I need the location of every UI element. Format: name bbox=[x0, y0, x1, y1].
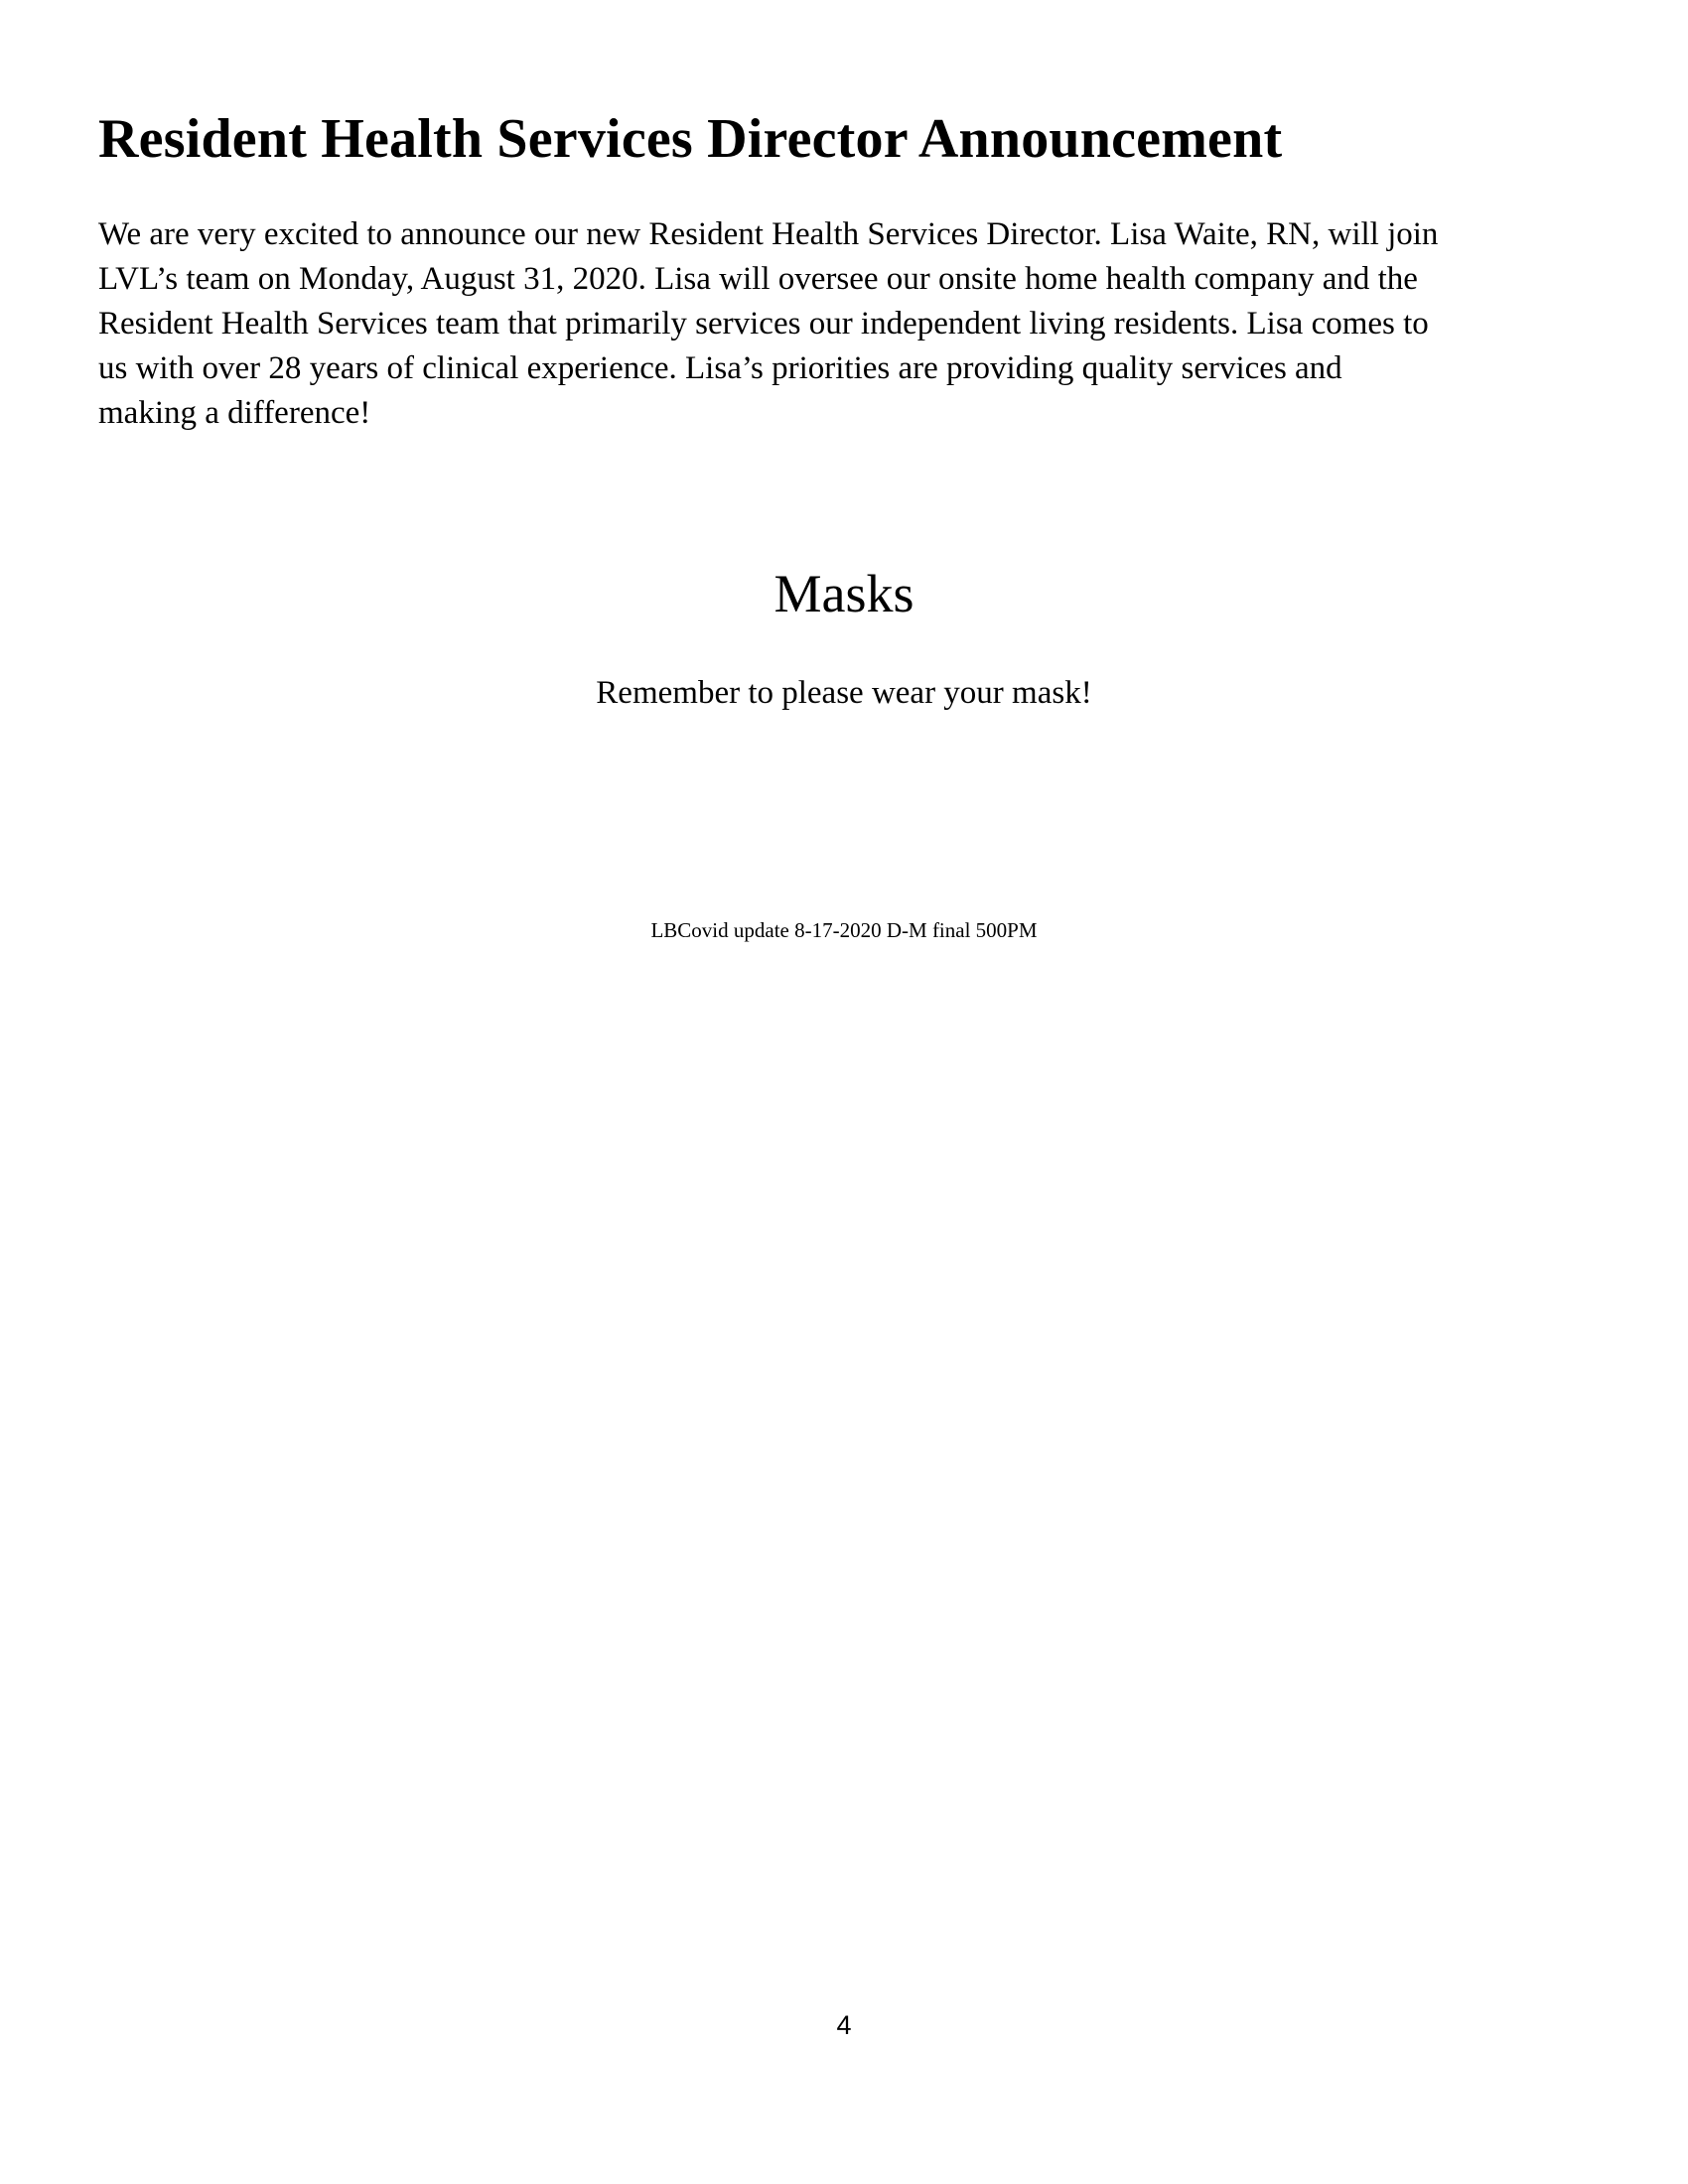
announcement-line: us with over 28 years of clinical experience. Lisa’s priorities are providing quality services and bbox=[98, 350, 1342, 386]
mask-reminder-text: Remember to please wear your mask! bbox=[596, 675, 1092, 711]
announcement-line: LVL’s team on Monday, August 31, 2020. Lisa will oversee our onsite home health company and the bbox=[98, 261, 1418, 297]
page-number: 4 bbox=[836, 2010, 852, 2040]
announcement-line: Resident Health Services team that primarily services our independent living residents. Lisa comes to bbox=[98, 306, 1429, 341]
announcement-heading: Resident Health Services Director Announcement bbox=[98, 108, 1283, 170]
announcement-paragraph bbox=[98, 212, 1608, 436]
announcement-line: We are very excited to announce our new Resident Health Services Director. Lisa Waite, RN, will join bbox=[98, 216, 1439, 252]
masks-heading: Masks bbox=[774, 564, 914, 623]
document-version-note: LBCovid update 8-17-2020 D-M final 500PM bbox=[650, 918, 1038, 942]
announcement-line: making a difference! bbox=[98, 395, 371, 431]
